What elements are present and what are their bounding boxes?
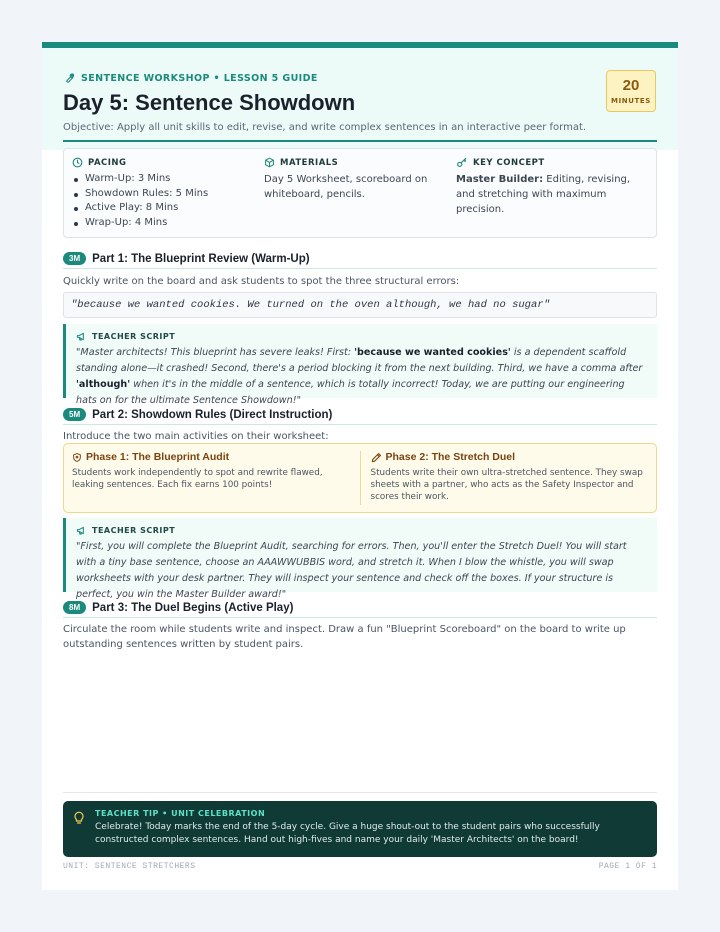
part2-heading — [63, 408, 657, 425]
script-segment: "Master architects! This blueprint has severe leaks! First: — [76, 347, 355, 358]
teacher-script-1 — [63, 324, 657, 406]
tip-heading: TEACHER TIP • UNIT CELEBRATION — [95, 809, 266, 818]
part3-badge: 8M — [63, 601, 86, 614]
list-item: Warm-Up: 3 Mins — [72, 172, 258, 187]
footer-page: PAGE 1 OF 1 — [598, 862, 657, 871]
teacher-tip-banner — [63, 801, 657, 857]
part1-title: Part 1: The Blueprint Review (Warm-Up) — [92, 252, 310, 265]
concept-desc: Editing, revising, and stretching with maximum precision. — [456, 174, 631, 215]
objective: Objective: Apply all unit skills to edit, revise, and write complex sentences in an interactive peer format. — [63, 122, 587, 133]
megaphone-icon — [76, 331, 87, 342]
list-item: Active Play: 8 Mins — [72, 201, 258, 216]
concept-column — [456, 157, 648, 229]
materials-text: Day 5 Worksheet, scoreboard on whiteboard, pencils. — [264, 174, 428, 200]
script-text — [76, 345, 647, 409]
script-heading: TEACHER SCRIPT — [92, 526, 176, 535]
lesson-header — [42, 48, 678, 150]
pacing-heading: PACING — [88, 157, 127, 168]
clock-icon — [72, 157, 83, 168]
phase-1 — [72, 451, 360, 505]
example-sentence: "because we wanted cookies. We turned on the oven although, we had no sugar" — [63, 292, 657, 318]
footer-unit: UNIT: SENTENCE STRETCHERS — [63, 862, 196, 871]
script-emphasis: 'although' — [76, 379, 131, 390]
eyebrow — [63, 72, 657, 84]
phase-2 — [360, 451, 649, 505]
part1-heading — [63, 252, 657, 269]
part2-badge: 5M — [63, 408, 86, 421]
lesson-page — [42, 42, 678, 890]
pacing-column — [72, 157, 264, 229]
part3-intro: Circulate the room while students write and inspect. Draw a fun "Blueprint Scoreboard" on the board to write up outstanding sentences written by student pairs. — [63, 624, 626, 650]
part2-title: Part 2: Showdown Rules (Direct Instruction) — [92, 408, 333, 421]
script-emphasis: 'because we wanted cookies' — [354, 347, 511, 358]
minutes-badge — [606, 70, 656, 112]
script-text: "First, you will complete the Blueprint Audit, searching for errors. Then, you'll enter the Stretch Duel! You will start with a tiny base sentence, choose an AAAWWUBBIS word, and stretch it. When I blow the whistle, you will swap worksheets with your desk partner. They will inspect your sentence and check off the boxes. If your structure is perfect, you win the Master Builder award!" — [76, 541, 627, 600]
phases-panel — [63, 443, 657, 513]
concept-text — [456, 172, 642, 217]
box-icon — [264, 157, 275, 168]
materials-column — [264, 157, 456, 229]
part1-badge: 3M — [63, 252, 86, 265]
header-divider — [63, 140, 657, 142]
minutes-value: 20 — [622, 77, 640, 94]
key-icon — [456, 157, 468, 168]
minutes-label: MINUTES — [611, 97, 651, 105]
teacher-script-2 — [63, 518, 657, 600]
pencil-icon — [371, 452, 382, 463]
script-segment: when it's in the middle of a sentence, which is totally incorrect! Today, we are putting our engineering hats on for the ultimate Sentence Showdown!" — [76, 379, 625, 406]
part3-title: Part 3: The Duel Begins (Active Play) — [92, 601, 294, 614]
megaphone-icon — [76, 525, 87, 536]
pacing-list — [72, 172, 258, 230]
wrench-icon — [63, 72, 75, 84]
materials-heading: MATERIALS — [280, 157, 339, 168]
part1-intro: Quickly write on the board and ask students to spot the three structural errors: — [63, 276, 460, 287]
concept-bold: Master Builder: — [456, 174, 544, 185]
eyebrow-text: SENTENCE WORKSHOP • LESSON 5 GUIDE — [81, 72, 318, 84]
shield-icon — [72, 452, 82, 463]
overview-panel — [63, 148, 657, 238]
page-title: Day 5: Sentence Showdown — [63, 90, 356, 115]
part3-heading — [63, 601, 657, 618]
list-item: Wrap-Up: 4 Mins — [72, 216, 258, 231]
script-heading: TEACHER SCRIPT — [92, 332, 176, 341]
phase2-text: Students write their own ultra-stretched sentence. They swap sheets with a partner, who acts as the Safety Inspector and scores their work. — [370, 468, 643, 502]
list-item: Showdown Rules: 5 Mins — [72, 187, 258, 202]
tip-divider — [63, 792, 657, 793]
phase1-title: Phase 1: The Blueprint Audit — [86, 451, 230, 463]
lightbulb-icon — [73, 811, 85, 825]
part2-intro: Introduce the two main activities on their worksheet: — [63, 431, 329, 442]
tip-text: Celebrate! Today marks the end of the 5-day cycle. Give a huge shout-out to the student pairs who successfully constructed complex sentences. Hand out high-fives and name your daily 'Master Architects' on the board! — [95, 822, 600, 845]
concept-heading: KEY CONCEPT — [473, 157, 545, 168]
phase2-title: Phase 2: The Stretch Duel — [385, 451, 516, 463]
phase1-text: Students work independently to spot and rewrite flawed, leaking sentences. Each fix earns 100 points! — [72, 468, 323, 490]
page-footer — [63, 862, 657, 871]
script-segment: is a dependent scaffold standing alone—it crashed! Second, there's a period blocking it from the next building. Third, we have a comma after — [76, 347, 643, 374]
